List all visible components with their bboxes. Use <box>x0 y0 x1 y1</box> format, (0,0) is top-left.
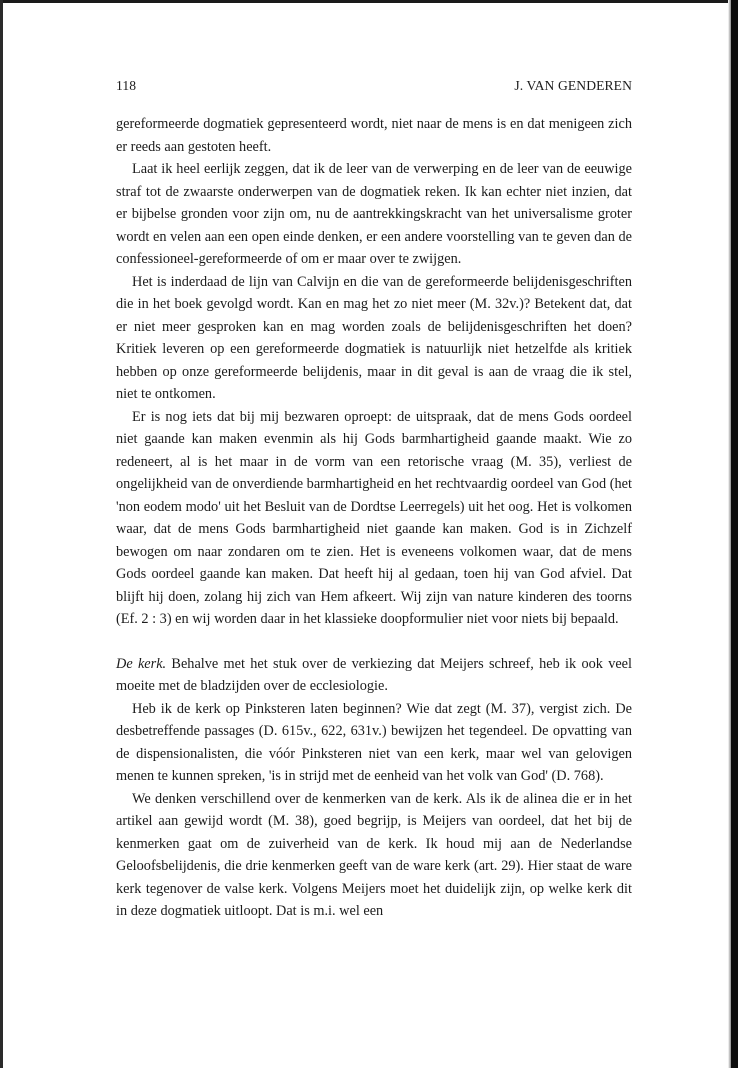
running-head: J. VAN GENDEREN <box>514 78 632 93</box>
section-opening-paragraph <box>116 653 632 698</box>
scan-border-top <box>2 0 738 3</box>
page-header <box>116 78 632 98</box>
scan-border-right <box>731 0 738 1068</box>
paragraph: Laat ik heel eerlijk zeggen, dat ik de leer van de verwerping en de leer van de eeuwige straf tot de zwaarste onderwerpen van de dogmatiek reken. Ik kan echter niet inzien, dat er bijbelse gronden voor zijn om, nu de aantrekkingskracht van het universalisme groter wordt en velen aan een open einde denken, er een andere voorstelling van te geven dan de confessioneel-gereformeerde of om er maar over te zwijgen. <box>116 161 632 267</box>
paragraph-continuation: gereformeerde dogmatiek gepresenteerd wordt, niet naar de mens is en dat menigeen zich er reeds aan gestoten heeft. <box>116 116 632 155</box>
scan-border-left <box>0 0 3 1068</box>
paragraph: Het is inderdaad de lijn van Calvijn en die van de gereformeerde belijdenisgeschriften die in het boek gevolgd wordt. Kan en mag het zo niet meer (M. 32v.)? Betekent dat, dat er niet meer gesproken kan en mag worden zoals de belijdenisgeschriften het doen? Kritiek leveren op een gereformeerde dogmatiek is natuurlijk niet hetzelfde als kritiek hebben op onze gereformeerde belijdenis, maar in dit geval is aan de vraag die ik stel, niet te ontkomen. <box>116 273 632 402</box>
paragraph: Heb ik de kerk op Pinksteren laten beginnen? Wie dat zegt (M. 37), vergist zich. De desbetreffende passages (D. 615v., 622, 631v.) bewijzen het tegendeel. De opvatting van de dispensionalisten, die vóór Pinksteren niet van een kerk, maar wel van gelovigen menen te kunnen spreken, 'is in strijd met de eenheid van het volk van God' (D. 768). <box>116 700 632 784</box>
section-heading: De kerk. <box>116 655 167 672</box>
paragraph: Er is nog iets dat bij mij bezwaren oproept: de uitspraak, dat de mens Gods oordeel niet gaande kan maken evenmin als hij Gods barmhartigheid gaande maakt. Wie zo redeneert, al is het maar in de vorm van een retorische vraag (M. 35), verliest de ongelijkheid van de onverdiende barmhartigheid en het rechtvaardig oordeel van God (het 'non eodem modo' uit het Besluit van de Dordtse Leerregels) uit het oog. Het is volkomen waar, dat de mens Gods barmhartigheid niet gaande kan maken. God is in Zichzelf bewogen om naar zondaren om te zien. Het is eveneens volkomen waar, dat de mens Gods oordeel gaande kan maken. Dat heeft hij al gedaan, toen hij van God afviel. Dat blijft hij doen, zolang hij zich van Hem afkeert. Wij zijn van nature kinderen des toorns (Ef. 2 : 3) en wij worden daar in het klassieke doopformulier niet voor niets bij bepaald. <box>116 408 632 627</box>
section-lead-text: Behalve met het stuk over de verkiezing dat Meijers schreef, heb ik ook veel moeite met de bladzijden over de ecclesiologie. <box>116 655 633 694</box>
page-body <box>116 113 632 923</box>
paragraph: We denken verschillend over de kenmerken van de kerk. Als ik de alinea die er in het artikel aan gewijd wordt (M. 38), goed begrijp, is Meijers van oordeel, dat het bij de kenmerken gaat om de zuiverheid van de kerk. Ik houd mij aan de Nederlandse Geloofsbelijdenis, die drie kenmerken geeft van de ware kerk (art. 29). Hier staat de ware kerk tegenover de valse kerk. Volgens Meijers moet het duidelijk zijn, op welke kerk dit in deze dogmatiek uitloopt. Dat is m.i. wel een <box>116 790 632 919</box>
page-number: 118 <box>116 78 137 93</box>
